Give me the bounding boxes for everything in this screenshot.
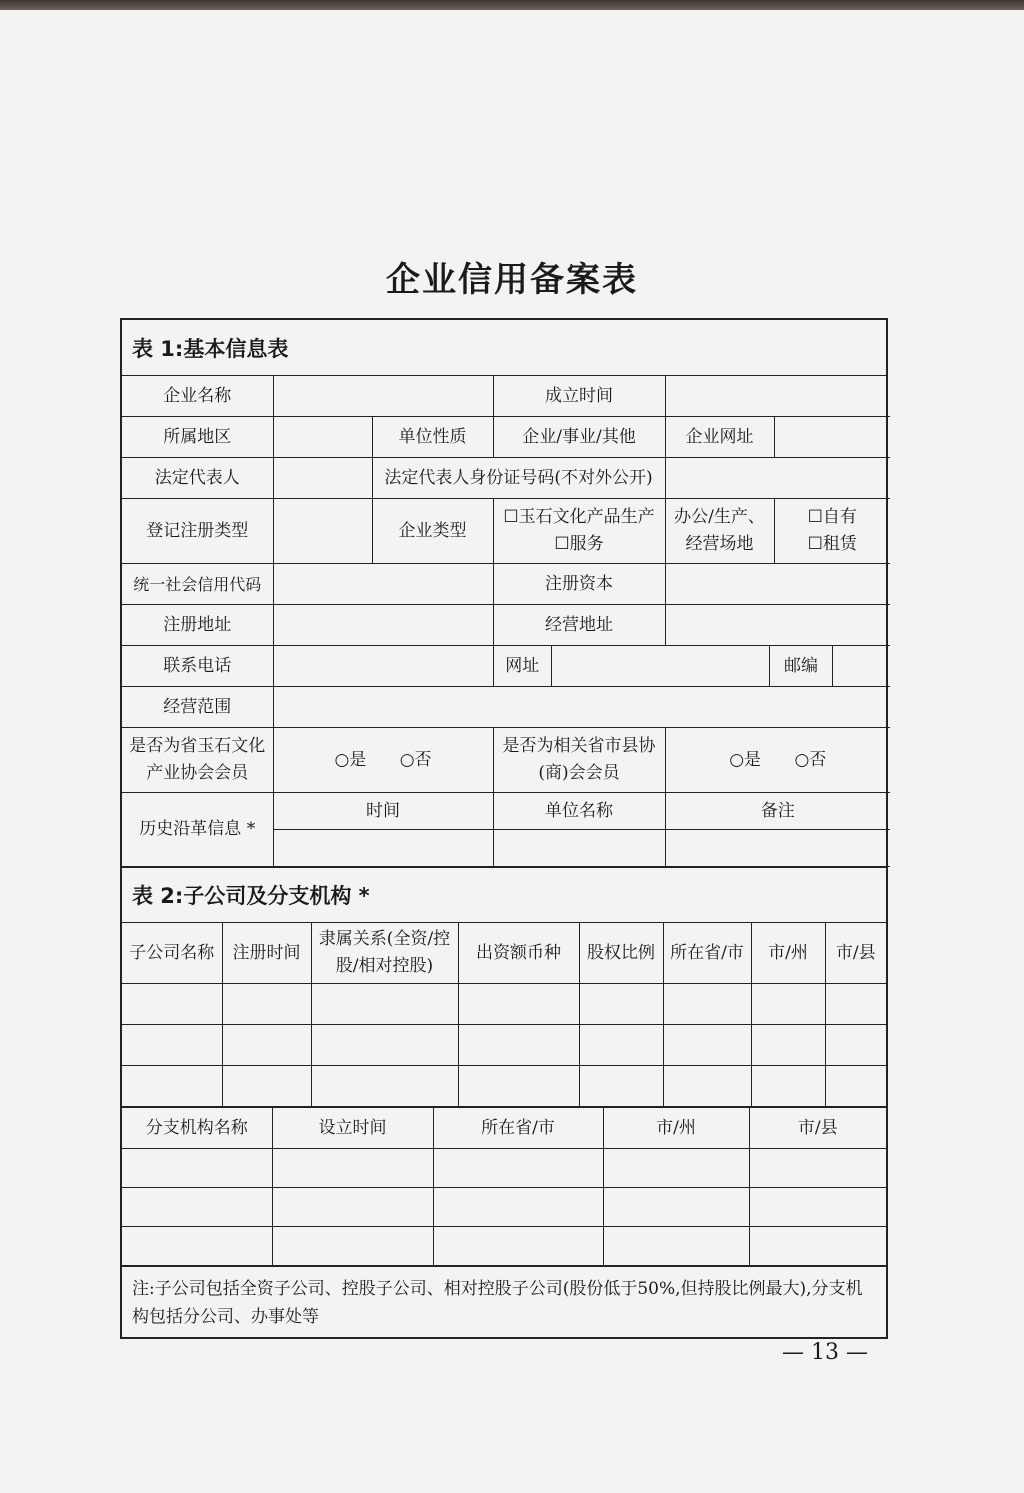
label-enterprise-type: 企业类型	[372, 499, 493, 564]
label-credit-code: 统一社会信用代码	[122, 564, 273, 605]
label-established: 成立时间	[493, 376, 665, 417]
checkbox-leased[interactable]: ☐租赁	[807, 534, 857, 554]
field-history-unit[interactable]	[493, 830, 665, 867]
radio-city-yes[interactable]: ○是	[729, 749, 762, 770]
col-sub-province: 所在省/市	[663, 923, 751, 984]
label-reg-capital: 注册资本	[493, 564, 665, 605]
branch-header-row	[122, 1108, 886, 1149]
label-legal-rep: 法定代表人	[122, 458, 273, 499]
field-url[interactable]	[552, 646, 770, 686]
label-company-name: 企业名称	[122, 376, 273, 417]
basic-info-table	[122, 376, 890, 867]
col-branch-city: 市/州	[603, 1108, 749, 1149]
field-legal-rep-id[interactable]	[665, 458, 890, 499]
checkbox-service[interactable]: ☐服务	[554, 534, 604, 554]
table2-heading-text: 表 2:子公司及分支机构 *	[132, 884, 370, 908]
col-sub-city: 市/州	[751, 923, 825, 984]
branch-table	[122, 1107, 886, 1266]
field-credit-code[interactable]	[273, 564, 493, 605]
radio-prov-no[interactable]: ○否	[399, 749, 432, 770]
label-postcode: 邮编	[770, 646, 833, 686]
label-reg-address: 注册地址	[122, 605, 273, 646]
prov-member-options	[273, 728, 493, 793]
table-row	[122, 1188, 886, 1227]
label-phone: 联系电话	[122, 646, 273, 687]
checkbox-owned[interactable]: ☐自有	[807, 507, 857, 527]
field-reg-capital[interactable]	[665, 564, 890, 605]
scan-top-edge	[0, 0, 1024, 10]
field-reg-address[interactable]	[273, 605, 493, 646]
label-biz-address: 经营地址	[493, 605, 665, 646]
row-membership	[122, 728, 890, 793]
label-url: 网址	[494, 646, 552, 686]
label-unit-nature: 单位性质	[372, 417, 493, 458]
field-region[interactable]	[273, 417, 372, 458]
footnote: 注:子公司包括全资子公司、控股子公司、相对控股子公司(股份低于50%,但持股比例最大),分支机构包括分公司、办事处等	[122, 1266, 886, 1337]
subsidiary-header-row	[122, 923, 886, 984]
premises-options	[774, 499, 890, 564]
label-region: 所属地区	[122, 417, 273, 458]
table-row	[122, 1025, 886, 1066]
field-history-time[interactable]	[273, 830, 493, 867]
row-credit-code	[122, 564, 890, 605]
field-company-name[interactable]	[273, 376, 493, 417]
col-sub-relation: 隶属关系(全资/控股/相对控股)	[311, 923, 458, 984]
row-biz-scope	[122, 687, 890, 728]
col-sub-equity: 股权比例	[579, 923, 663, 984]
row-reg-address	[122, 605, 890, 646]
radio-city-no[interactable]: ○否	[794, 749, 827, 770]
table2-heading	[122, 867, 886, 923]
label-website: 企业网址	[665, 417, 774, 458]
field-reg-type[interactable]	[273, 499, 372, 564]
label-reg-type: 登记注册类型	[122, 499, 273, 564]
col-remarks: 备注	[665, 793, 890, 830]
label-legal-rep-id: 法定代表人身份证号码(不对外公开)	[372, 458, 665, 499]
col-branch-county: 市/县	[749, 1108, 886, 1149]
field-biz-address[interactable]	[665, 605, 890, 646]
field-biz-scope[interactable]	[273, 687, 890, 728]
field-established[interactable]	[665, 376, 890, 417]
table-row	[122, 1066, 886, 1107]
field-legal-rep[interactable]	[273, 458, 372, 499]
row-region	[122, 417, 890, 458]
col-time: 时间	[273, 793, 493, 830]
label-city-member: 是否为相关省市县协(商)会会员	[493, 728, 665, 793]
row-legal-rep	[122, 458, 890, 499]
field-phone[interactable]	[273, 646, 493, 687]
table1-heading	[122, 320, 886, 376]
unit-nature-options[interactable]: 企业/事业/其他	[493, 417, 665, 458]
field-postcode[interactable]	[833, 646, 891, 686]
label-prov-member: 是否为省玉石文化产业协会会员	[122, 728, 273, 793]
field-website[interactable]	[774, 417, 890, 458]
table-row	[122, 1149, 886, 1188]
subsidiary-table	[122, 923, 886, 1107]
row-phone	[122, 646, 890, 687]
url-postcode-group	[493, 646, 890, 687]
enterprise-type-options	[493, 499, 665, 564]
field-history-remarks[interactable]	[665, 830, 890, 867]
col-branch-name: 分支机构名称	[122, 1108, 272, 1149]
row-history-header	[122, 793, 890, 830]
table-row	[122, 1227, 886, 1266]
label-history: 历史沿革信息 *	[122, 793, 273, 867]
document-title: 企业信用备案表	[386, 260, 638, 300]
radio-prov-yes[interactable]: ○是	[334, 749, 367, 770]
page-number: — 13 —	[782, 1340, 868, 1365]
col-sub-reg-time: 注册时间	[222, 923, 311, 984]
row-company-name	[122, 376, 890, 417]
col-sub-county: 市/县	[825, 923, 886, 984]
row-reg-type	[122, 499, 890, 564]
credit-filing-form	[120, 318, 888, 1339]
table1-heading-text: 表 1:基本信息表	[132, 336, 289, 361]
col-sub-currency: 出资额币种	[458, 923, 579, 984]
col-unit-name: 单位名称	[493, 793, 665, 830]
checkbox-jade-production[interactable]: ☐玉石文化产品生产	[503, 507, 655, 527]
city-member-options	[665, 728, 890, 793]
label-biz-scope: 经营范围	[122, 687, 273, 728]
col-branch-est-time: 设立时间	[272, 1108, 433, 1149]
col-sub-name: 子公司名称	[122, 923, 222, 984]
label-premises: 办公/生产、经营场地	[665, 499, 774, 564]
col-branch-province: 所在省/市	[433, 1108, 603, 1149]
table-row	[122, 984, 886, 1025]
